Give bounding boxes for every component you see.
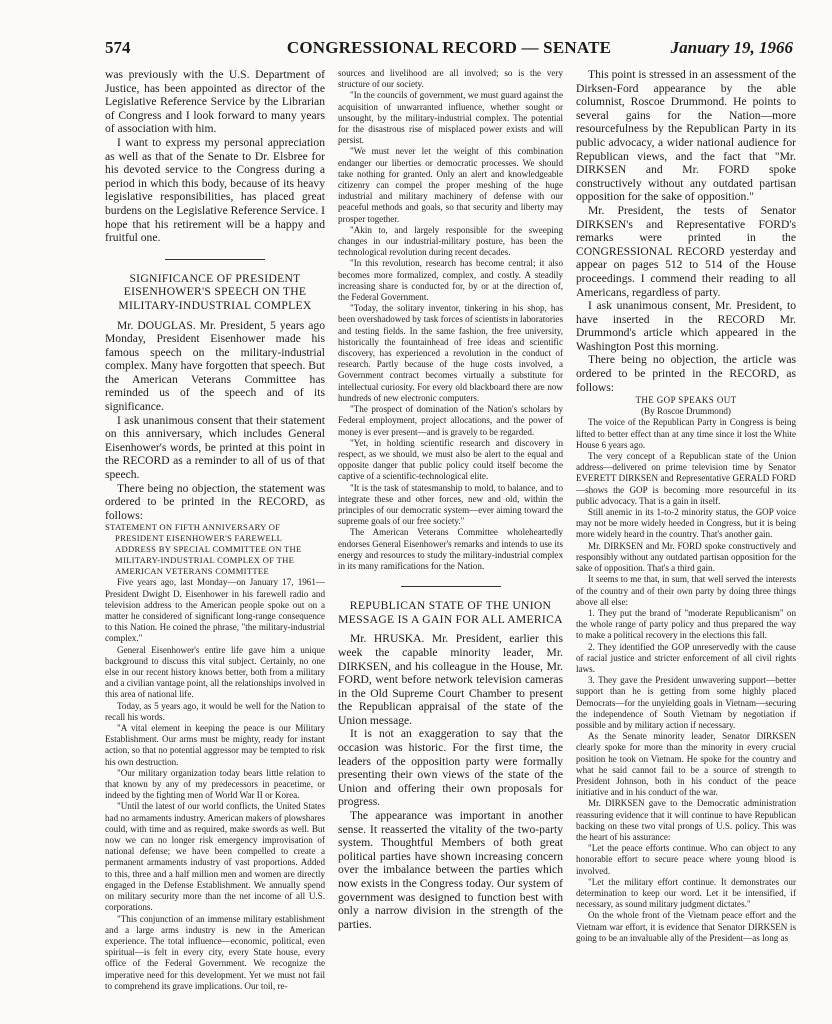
paragraph: The very concept of a Republican state of the Union address—delivered on prime television time by Senator EVERETT DIRKSEN and Representative GERALD FORD—shows the GOP is becoming more resourceful in its public advocacy. That is a gain in itself.: [576, 451, 796, 506]
paragraph: Mr. President, the tests of Senator DIRKSEN's and Representative FORD's remarks were printed in the CONGRESSIONAL RECORD yesterday and appear on pages 512 to 514 of the House proceedings. I commend their reading to all Americans, regardless of party.: [576, 203, 796, 299]
paragraph: The appearance was important in another sense. It reasserted the vitality of the two-party system. Thoughtful Members of both great political parties have shown increasing concern over the imbalance between the parties which now exists in the Congress today. Our system of government was designed to function best with only a narrow division in the strength of the parties.: [338, 809, 563, 931]
paragraph: I ask unanimous consent, Mr. President, to have inserted in the RECORD Mr. Drummond's article which appeared in the Washington Post this morning.: [576, 299, 796, 353]
section-divider: [165, 259, 265, 260]
paragraph: sources and livelihood are all involved; so is the very structure of our society.: [338, 68, 563, 90]
paragraph: This point is stressed in an assessment of the Dirksen-Ford appearance by the able columnist, Roscoe Drummond. He points to several gains for the Nation—more resourcefulness by the Republican Party in its public advocacy, a wider national audience for Republican views, and the fact that "Mr. DIRKSEN and Mr. FORD spoke constructively without any outdated partisan opposition for the sake of opposition.": [576, 68, 796, 204]
section-divider: [401, 586, 501, 587]
paragraph: Today, as 5 years ago, it would be well for the Nation to recall his words.: [105, 700, 325, 722]
paragraph: There being no objection, the statement was ordered to be printed in the RECORD, as follows:: [105, 481, 325, 522]
statement-heading: STATEMENT ON FIFTH ANNIVERSARY OF PRESIDENT EISENHOWER'S FAREWELL ADDRESS BY SPECIAL COMMITTEE ON THE MILITARY-INDUSTRIAL COMPLEX OF THE AMERICAN VETERANS COMMITTEE: [105, 522, 302, 577]
paragraph: "In the councils of government, we must guard against the acquisition of unwarranted influence, whether sought or unsought, by the military-industrial complex. The potential for the disastrous rise of misplaced power exists and will persist.: [338, 90, 563, 146]
column-3: [576, 68, 796, 1018]
paragraph: Still anemic in its 1-to-2 minority status, the GOP voice may not be more widely heeded in Congress, but it is being more widely heard in the country. That's another gain.: [576, 507, 796, 540]
paragraph: "Let the military effort continue. It demonstrates our determination to keep our word. Let it be intensified, if necessary, as sound military judgment dictates.": [576, 876, 796, 910]
paragraph: Mr. DOUGLAS. Mr. President, 5 years ago Monday, President Eisenhower made his famous speech on the military-industrial complex. Many have forgotten that speech. But the American Veterans Committee has reminded us of the speech and of its significance.: [105, 318, 325, 414]
paragraph: "Let the peace efforts continue. Who can object to any honorable effort to secure peace where young blood is involved.: [576, 843, 796, 876]
paragraph: "Our military organization today bears little relation to that known by any of my predecessors in peacetime, or indeed by the fighting men of World War II or Korea.: [105, 767, 325, 801]
paragraph: There being no objection, the article was ordered to be printed in the RECORD, as follows:: [576, 353, 796, 394]
paragraph: "It is the task of statesmanship to mold, to balance, and to integrate these and other forces, new and old, within the principles of our democratic system—ever aiming toward the supreme goals of our free society.": [338, 482, 563, 527]
paragraph: I want to express my personal appreciation as well as that of the Senate to Dr. Elsbree for his devoted service to the Congress during a period in which this body, because of its heavy legislative responsibilities, has placed great burdens on the Legislative Reference Service. I hope that his retirement will be a happy and fruitful one.: [105, 135, 325, 245]
paragraph: "This conjunction of an immense military establishment and a large arms industry is new in the American experience. The total influence—economic, political, even spiritual—is felt in every city, every State house, every office of the Federal Government. We recognize the imperative need for this development. Yet we must not fail to comprehend its grave implications. Our toil, re-: [105, 913, 325, 991]
paragraph: Mr. HRUSKA. Mr. President, earlier this week the capable minority leader, Mr. DIRKSEN, and his colleague in the House, Mr. FORD, went before network television cameras in the Old Supreme Court Chamber to present the Republican appraisal of the state of the Union message.: [338, 632, 563, 727]
paragraph: 2. They identified the GOP unreservedly with the cause of racial justice and stricter enforcement of all civil rights laws.: [576, 641, 796, 674]
section-heading: SIGNIFICANCE OF PRESIDENT EISENHOWER'S SPEECH ON THE MILITARY-INDUSTRIAL COMPLEX: [118, 271, 312, 312]
publication-title: CONGRESSIONAL RECORD — SENATE: [286, 38, 612, 57]
column-2: [338, 68, 563, 1018]
paragraph: Mr. DIRKSEN and Mr. FORD spoke constructively and responsibly without any outdated partisan opposition for the sake of opposition. That's a third gain.: [576, 540, 796, 574]
paragraph: It seems to me that, in sum, that well served the interests of the country and of their own party by doing three things above all else:: [576, 574, 796, 607]
paragraph: Five years ago, last Monday—on January 17, 1961—President Dwight D. Eisenhower in his farewell radio and television address to the American people spoke out on a matter he considered of significant long-range consequence to this Nation. He coined the phrase, "the military-industrial complex.": [105, 577, 325, 644]
issue-date: January 19, 1966: [670, 38, 793, 57]
paragraph: 1. They put the brand of "moderate Republicanism" on the whole range of party policy and thus prepared the way to make a political recovery in the elections this fall.: [576, 607, 796, 641]
page-header: [105, 38, 793, 62]
column-1: [105, 68, 325, 1018]
paragraph: It is not an exaggeration to say that the occasion was historic. For the first time, the leaders of the opposition party were formally presenting their own views of the state of the Union and offering their own proposals for progress.: [338, 727, 563, 809]
section-heading: REPUBLICAN STATE OF THE UNION MESSAGE IS A GAIN FOR ALL AMERICA: [338, 599, 563, 626]
paragraph: "In this revolution, research has become central; it also becomes more formalized, complex, and costly. A steadily increasing share is conducted for, by or at the direction of, the Federal Government.: [338, 258, 563, 303]
paragraph: As the Senate minority leader, Senator DIRKSEN clearly spoke for more than the minority in every crucial position he took on Vietnam. He spoke for the country and what he said cannot fail to be a source of strength to President Johnson, both in his conduct of the peace initiative and in his conduct of the war.: [576, 731, 796, 798]
paragraph: "Akin to, and largely responsible for the sweeping changes in our industrial-military posture, has been the technological revolution during recent decades.: [338, 224, 563, 258]
paragraph: was previously with the U.S. Department of Justice, has been appointed as director of the Legislative Reference Service by the Librarian of Congress and I look forward to many years of association with him.: [105, 68, 325, 136]
article-title: THE GOP SPEAKS OUT: [635, 395, 737, 406]
paragraph: On the whole front of the Vietnam peace effort and the Vietnam war effort, it is evidence that Senator DIRKSEN is going to be an invaluable ally of the President—as long as: [576, 910, 796, 943]
paragraph: "The prospect of domination of the Nation's scholars by Federal employment, project allocations, and the power of money is ever present—and is gravely to be regarded.: [338, 404, 563, 437]
paragraph: "We must never let the weight of this combination endanger our liberties or democratic processes. We should take nothing for granted. Only an alert and knowledgeable citizenry can compel the proper meshing of the huge industrial and military machinery of defense with our peaceful methods and goals, so that security and liberty may prosper together.: [338, 146, 563, 224]
paragraph: General Eisenhower's entire life gave him a unique background to discuss this vital subject. Certainly, no one else in our recent history knows better, both from a military and a civilian vantage point, all the relationships involved in this area of national life.: [105, 644, 325, 700]
paragraph: Mr. DIRKSEN gave to the Democratic administration reassuring evidence that it will continue to have Republican backing on these two vital prongs of U.S. policy. This was the heart of his assurance:: [576, 798, 796, 842]
paragraph: "Today, the solitary inventor, tinkering in his shop, has been overshadowed by task forces of scientists in laboratories and testing fields. In the same fashion, the free university, historically the fountainhead of free ideas and scientific discovery, has experienced a revolution in the conduct of research. Partly because of the huge costs involved, a Government contract becomes virtually a substitute for intellectual curiosity. For every old blackboard there are now hundreds of new electronic computers.: [338, 303, 563, 403]
paragraph: The American Veterans Committee wholeheartedly endorses General Eisenhower's remarks and intends to use its energy and resources to study the military-industrial complex in its many ramifications for the Nation.: [338, 527, 563, 571]
article-byline: (By Roscoe Drummond): [641, 406, 731, 417]
paragraph: "Until the latest of our world conflicts, the United States had no armaments industry. American makers of plowshares could, with time and as required, make swords as well. But now we can no longer risk emergency improvisation of national defense; we have been compelled to create a permanent armaments industry of vast proportions. Added to this, three and a half million men and women are directly engaged in the Defense Establishment. We annually spend on military security more than the net income of all U.S. corporations.: [105, 801, 325, 913]
paragraph: The voice of the Republican Party in Congress is being lifted to better effect than at any time since it lost the White House 6 years ago.: [576, 417, 796, 450]
paragraph: I ask unanimous consent that their statement on this anniversary, which includes General Eisenhower's words, be printed at this point in the RECORD as a reminder to all of us of that speech.: [105, 413, 325, 482]
paragraph: 3. They gave the President unwavering support—better support than he is getting from some highly placed Democrats—for the unyielding goals in Vietnam—securing the independence of South Vietnam by negotiation if possible and by military action if necessary.: [576, 675, 796, 730]
paragraph: "A vital element in keeping the peace is our Military Establishment. Our arms must be mighty, ready for instant action, so that no potential aggressor may be tempted to risk his own destruction.: [105, 723, 325, 767]
paragraph: "Yet, in holding scientific research and discovery in respect, as we should, we must also be alert to the equal and opposite danger that public policy could itself become the captive of a scientific-technological elite.: [338, 437, 563, 482]
page-number: 574: [105, 38, 131, 57]
